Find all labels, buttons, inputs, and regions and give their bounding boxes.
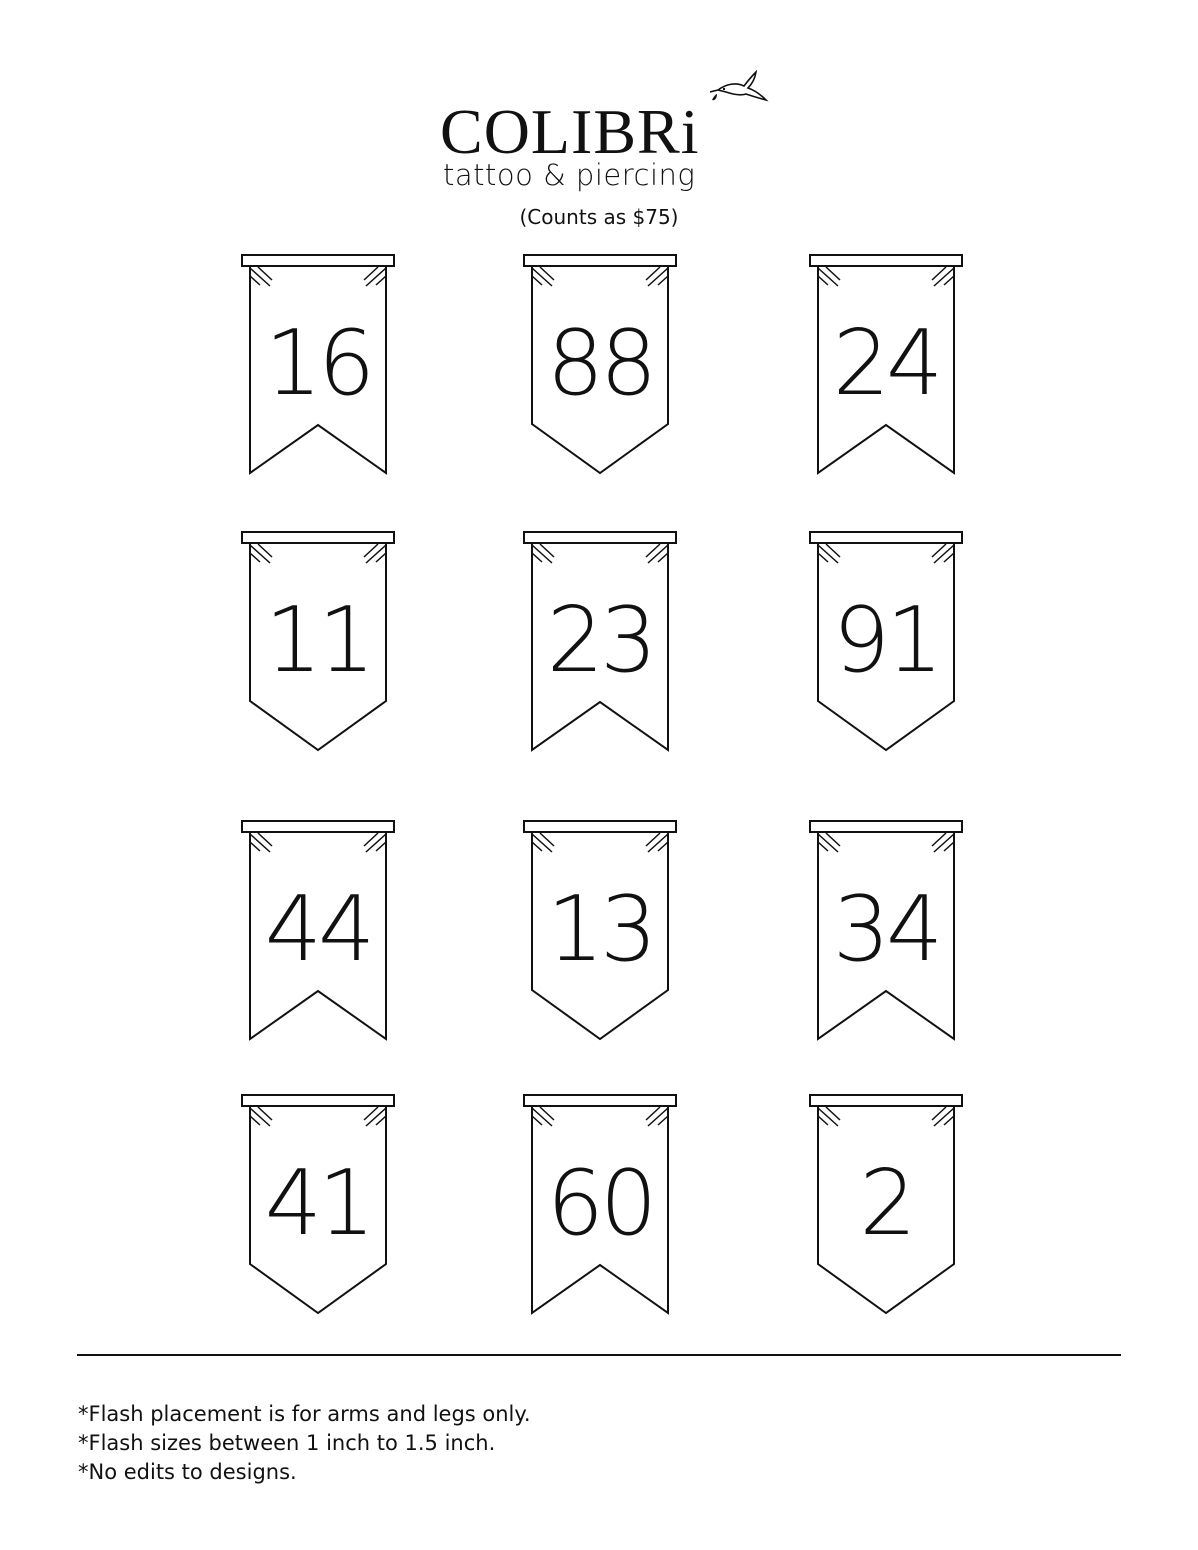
note-edits: *No edits to designs.: [78, 1460, 297, 1484]
banner-rod: [242, 821, 394, 832]
banner-number: 88: [546, 311, 654, 416]
banner-rod: [242, 255, 394, 266]
banner-number: 24: [832, 311, 940, 416]
banner-folds: [532, 1107, 668, 1126]
flash-banner-2: [806, 1094, 966, 1316]
banner-rod: [242, 1095, 394, 1106]
banner-number: 11: [264, 588, 372, 693]
banner-folds: [250, 267, 386, 286]
note-placement: *Flash placement is for arms and legs only.: [78, 1402, 531, 1426]
flash-banner-16: [238, 254, 398, 476]
banner-rod: [524, 1095, 676, 1106]
banner-rod: [524, 532, 676, 543]
note-sizes: *Flash sizes between 1 inch to 1.5 inch.: [78, 1431, 496, 1455]
banner-folds: [532, 544, 668, 563]
flash-banner-34: [806, 820, 966, 1042]
flash-banner-60: [520, 1094, 680, 1316]
banner-folds: [250, 544, 386, 563]
flash-banner-91: [806, 531, 966, 753]
banner-folds: [532, 267, 668, 286]
flash-banner-44: [238, 820, 398, 1042]
flash-banner-41: [238, 1094, 398, 1316]
banner-rod: [524, 255, 676, 266]
banner-folds: [250, 833, 386, 852]
banner-number: 91: [832, 588, 940, 693]
flash-banner-13: [520, 820, 680, 1042]
flash-banner-23: [520, 531, 680, 753]
hummingbird-icon: [710, 70, 770, 120]
flash-banner-11: [238, 531, 398, 753]
banner-folds: [818, 1107, 954, 1126]
banner-number: 34: [832, 877, 940, 982]
divider: [77, 1354, 1121, 1356]
notes: [78, 1400, 531, 1487]
banner-number: 13: [546, 877, 654, 982]
banner-number: 2: [859, 1151, 913, 1256]
banner-rod: [810, 1095, 962, 1106]
flash-banner-88: [520, 254, 680, 476]
banner-number: 16: [264, 311, 372, 416]
banner-folds: [818, 267, 954, 286]
logo-wordmark: COLIBRi: [440, 96, 700, 167]
brand-logo: [440, 96, 770, 200]
banner-rod: [242, 532, 394, 543]
banner-number: 44: [264, 877, 372, 982]
price-note: (Counts as $75): [519, 205, 679, 229]
banner-folds: [250, 1107, 386, 1126]
banner-folds: [818, 833, 954, 852]
banner-number: 60: [546, 1151, 654, 1256]
banner-folds: [532, 833, 668, 852]
banner-rod: [810, 532, 962, 543]
banner-folds: [818, 544, 954, 563]
banner-rod: [524, 821, 676, 832]
logo-tagline: tattoo & piercing: [443, 158, 696, 192]
banner-number: 41: [264, 1151, 372, 1256]
banner-rod: [810, 255, 962, 266]
banner-rod: [810, 821, 962, 832]
banner-number: 23: [546, 588, 654, 693]
flash-banner-24: [806, 254, 966, 476]
